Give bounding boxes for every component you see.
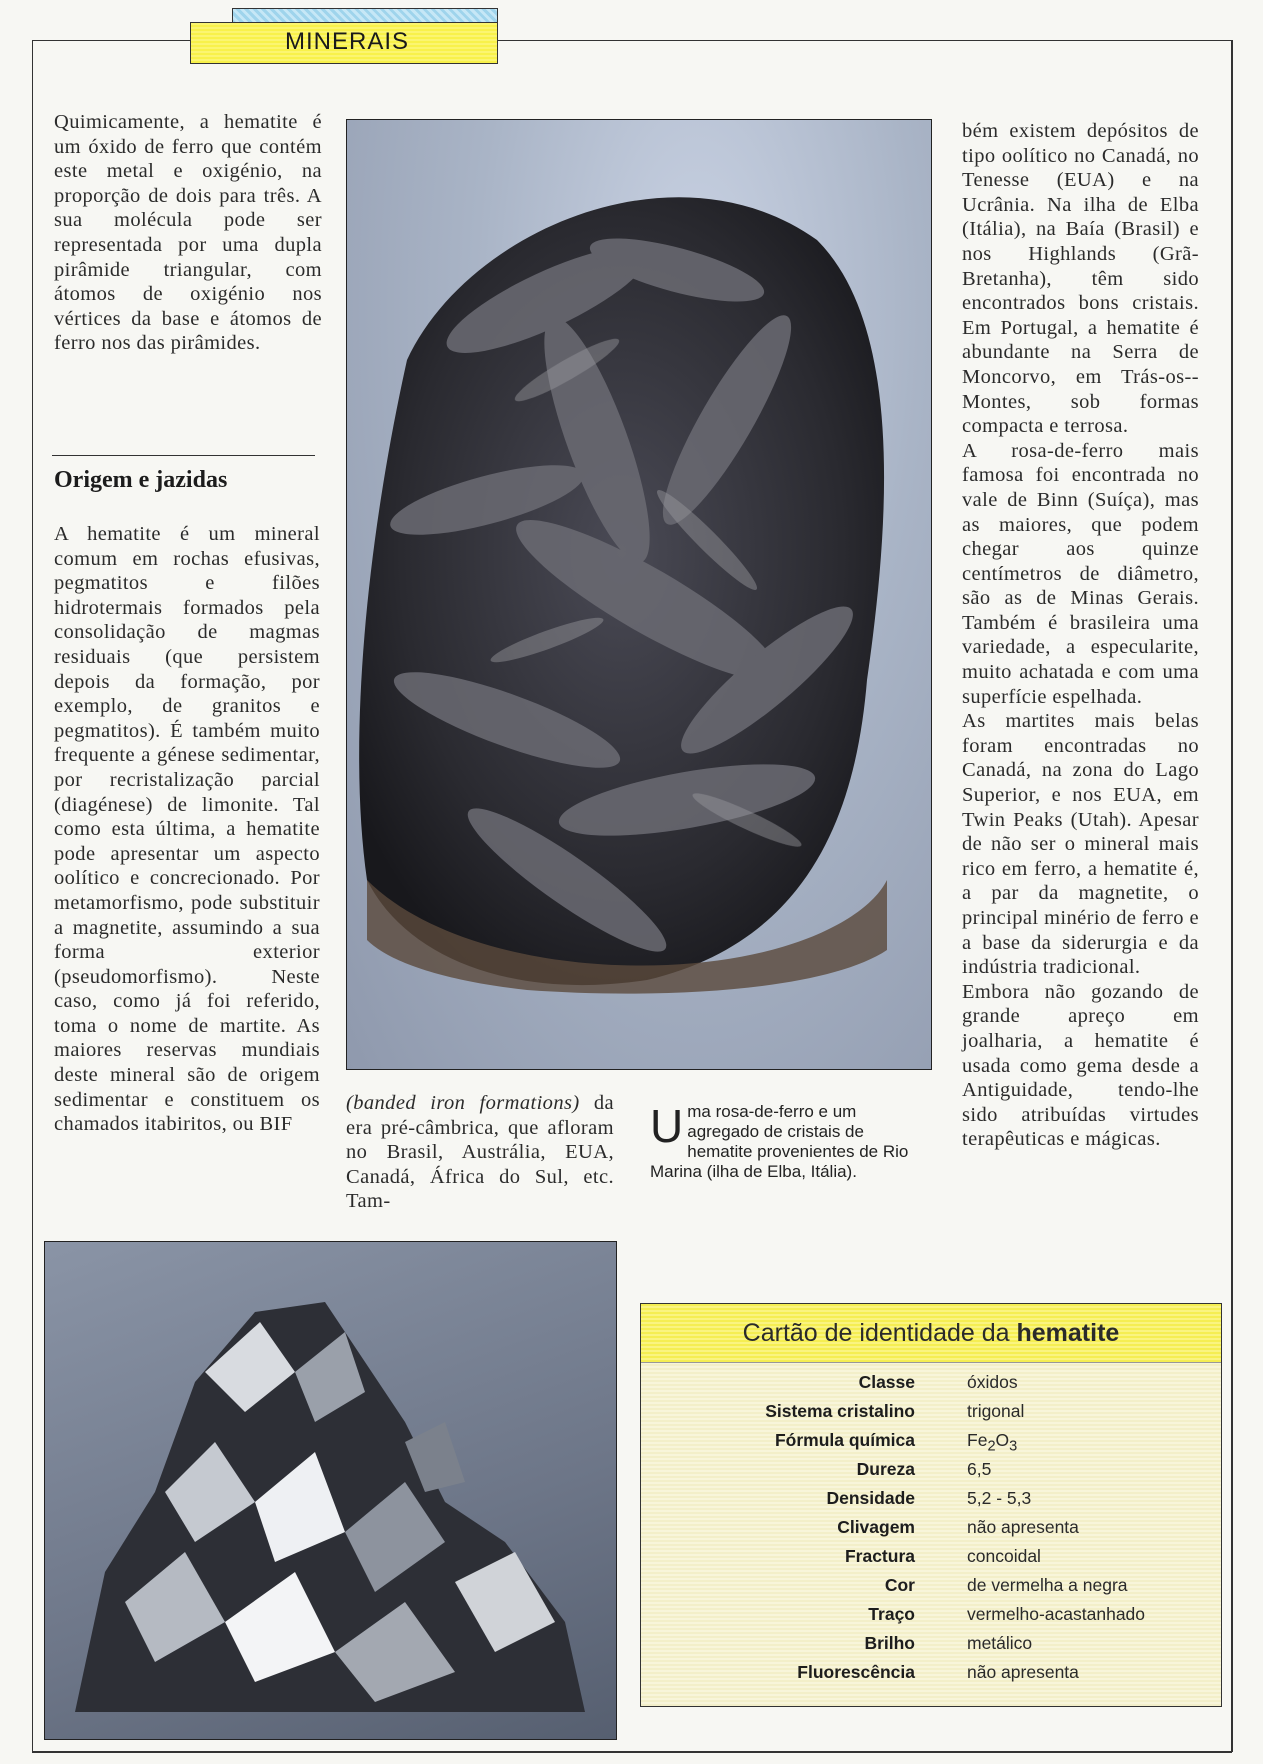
column3-paragraph-4: Embora não gozando de grande apreço em joalharia, a hematite é usada como gema desde a Antiguidade, tendo-lhe sido atribuídas virtudes terapêuticas e mágicas. [962, 980, 1199, 1151]
section-title: MINERAIS [284, 28, 409, 55]
identity-card-value: $Fe_2O_3$ [967, 1430, 1018, 1455]
identity-card-value: trigonal [967, 1401, 1025, 1421]
intro-paragraph [54, 110, 322, 356]
column3 [962, 119, 1199, 1152]
identity-card-row [641, 1604, 1221, 1633]
identity-card-key: Clivagem [837, 1517, 915, 1537]
identity-card-key: Sistema cristalino [765, 1401, 915, 1421]
card-title-mineral: hematite [1016, 1319, 1120, 1347]
identity-card-row [641, 1575, 1221, 1604]
column2-text: da era pré-câmbrica, que afloram no Brasil, Austrália, EUA, Canadá, África do Sul, etc. Tam- [346, 1092, 614, 1213]
identity-card-key: Brilho [864, 1633, 915, 1653]
identity-card-value: óxidos [967, 1372, 1018, 1392]
identity-card-row [641, 1459, 1221, 1488]
identity-card-value: 6,5 [967, 1459, 992, 1479]
identity-card-key: Fluorescência [797, 1662, 915, 1682]
identity-card-value: não apresenta [967, 1517, 1079, 1537]
identity-card-row [641, 1372, 1221, 1401]
page-frame-right [1231, 40, 1233, 1752]
hematite-rose-illustration [347, 120, 931, 1069]
photo-caption [650, 1102, 915, 1182]
column3-paragraph-2: A rosa-de-ferro mais famosa foi encontrada no vale de Binn (Suíça), mas as maiores, que podem chegar aos quinze centímetros de diâmetro, são as de Minas Gerais. Também é brasileira uma variedade, a especularite, muito achatada e com uma superfície espelhada. [962, 439, 1199, 708]
identity-card-value: vermelho-acastanhado [967, 1604, 1146, 1624]
origin-paragraph [54, 522, 320, 1137]
identity-card-value: de vermelha a negra [967, 1575, 1128, 1595]
intro-text: Quimicamente, a hematite é um óxido de ferro que contém este metal e oxigénio, na proporção de dois para três. A sua molécula pode ser representada por uma dupla pirâmide triangular, com átomos de oxigénio nos vértices da base e átomos de ferro nos das pirâmides. [54, 111, 322, 355]
card-title-prefix: Cartão de identidade da [742, 1319, 1010, 1347]
caption-dropcap: U [650, 1100, 684, 1152]
identity-card-key: Fórmula química [774, 1430, 915, 1450]
page-frame-bottom [32, 1751, 1232, 1753]
identity-card-row [641, 1401, 1221, 1430]
identity-card-row [641, 1546, 1221, 1575]
hematite-rose-photo [346, 119, 932, 1070]
identity-card-row [641, 1662, 1221, 1691]
identity-card-title [641, 1304, 1221, 1363]
identity-card-key: Classe [858, 1372, 915, 1392]
column3-paragraph-1: bém existem depósitos de tipo oolítico no Canadá, no Tenesse (EUA) e na Ucrânia. Na ilha de Elba (Itália), na Baía (Brasil) e nos Highlands (Grã-Bretanha), têm sido encontrados bons cristais. Em Portugal, a hematite é abundante na Serra de Moncorvo, em Trás-os--Montes, sob formas compacta e terrosa. [962, 120, 1199, 438]
section-divider [52, 455, 315, 456]
identity-card-value: 5,2 - 5,3 [967, 1488, 1032, 1508]
identity-card-row [641, 1430, 1221, 1459]
identity-card-key: Densidade [826, 1488, 915, 1508]
identity-card-key: Dureza [856, 1459, 915, 1479]
origin-heading: Origem e jazidas [54, 467, 228, 493]
identity-card-value: metálico [967, 1633, 1033, 1653]
column2-paragraph [346, 1091, 614, 1214]
identity-card [640, 1303, 1222, 1707]
identity-card-row [641, 1633, 1221, 1662]
bif-italic: (banded iron formations) [346, 1092, 580, 1114]
caption-text: ma rosa-de-ferro e um agregado de cristais de hematite provenientes de Rio Marina (ilha de Elba, Itália). [650, 1102, 909, 1181]
identity-card-rows [641, 1372, 1221, 1691]
identity-card-value: concoidal [967, 1546, 1041, 1566]
identity-card-row [641, 1517, 1221, 1546]
origin-text: A hematite é um mineral comum em rochas efusivas, pegmatitos e filões hidrotermais formados pela consolidação de magmas residuais (que persistem depois da formação, por exemplo, de granitos e pegmatitos). É também muito frequente a génese sedimentar, por recristalização parcial (diagénese) de limonite. Tal como esta última, a hematite pode apresentar um aspecto oolítico e concrecionado. Por metamorfismo, pode substituir a magnetite, assumindo a sua forma exterior (pseudomorfismo). Neste caso, como já foi referido, toma o nome de martite. As maiores reservas mundiais deste mineral são de origem sedimentar e constituem os chamados itabiritos, ou BIF [54, 523, 320, 1136]
identity-card-key: Cor [884, 1575, 915, 1595]
identity-card-key: Fractura [844, 1546, 915, 1566]
column3-paragraph-3: As martites mais belas foram encontradas no Canadá, na zona do Lago Superior, e nos EUA, em Twin Peaks (Utah). Apesar de não ser o mineral mais rico em ferro, a hematite é, a par da magnetite, o principal minério de ferro e a base da siderurgia e da indústria tradicional. [962, 710, 1199, 979]
identity-card-key: Traço [868, 1604, 915, 1624]
hematite-crystals-photo [44, 1241, 617, 1740]
hematite-crystals-illustration [45, 1242, 616, 1739]
identity-card-row [641, 1488, 1221, 1517]
identity-card-value: não apresenta [967, 1662, 1079, 1682]
